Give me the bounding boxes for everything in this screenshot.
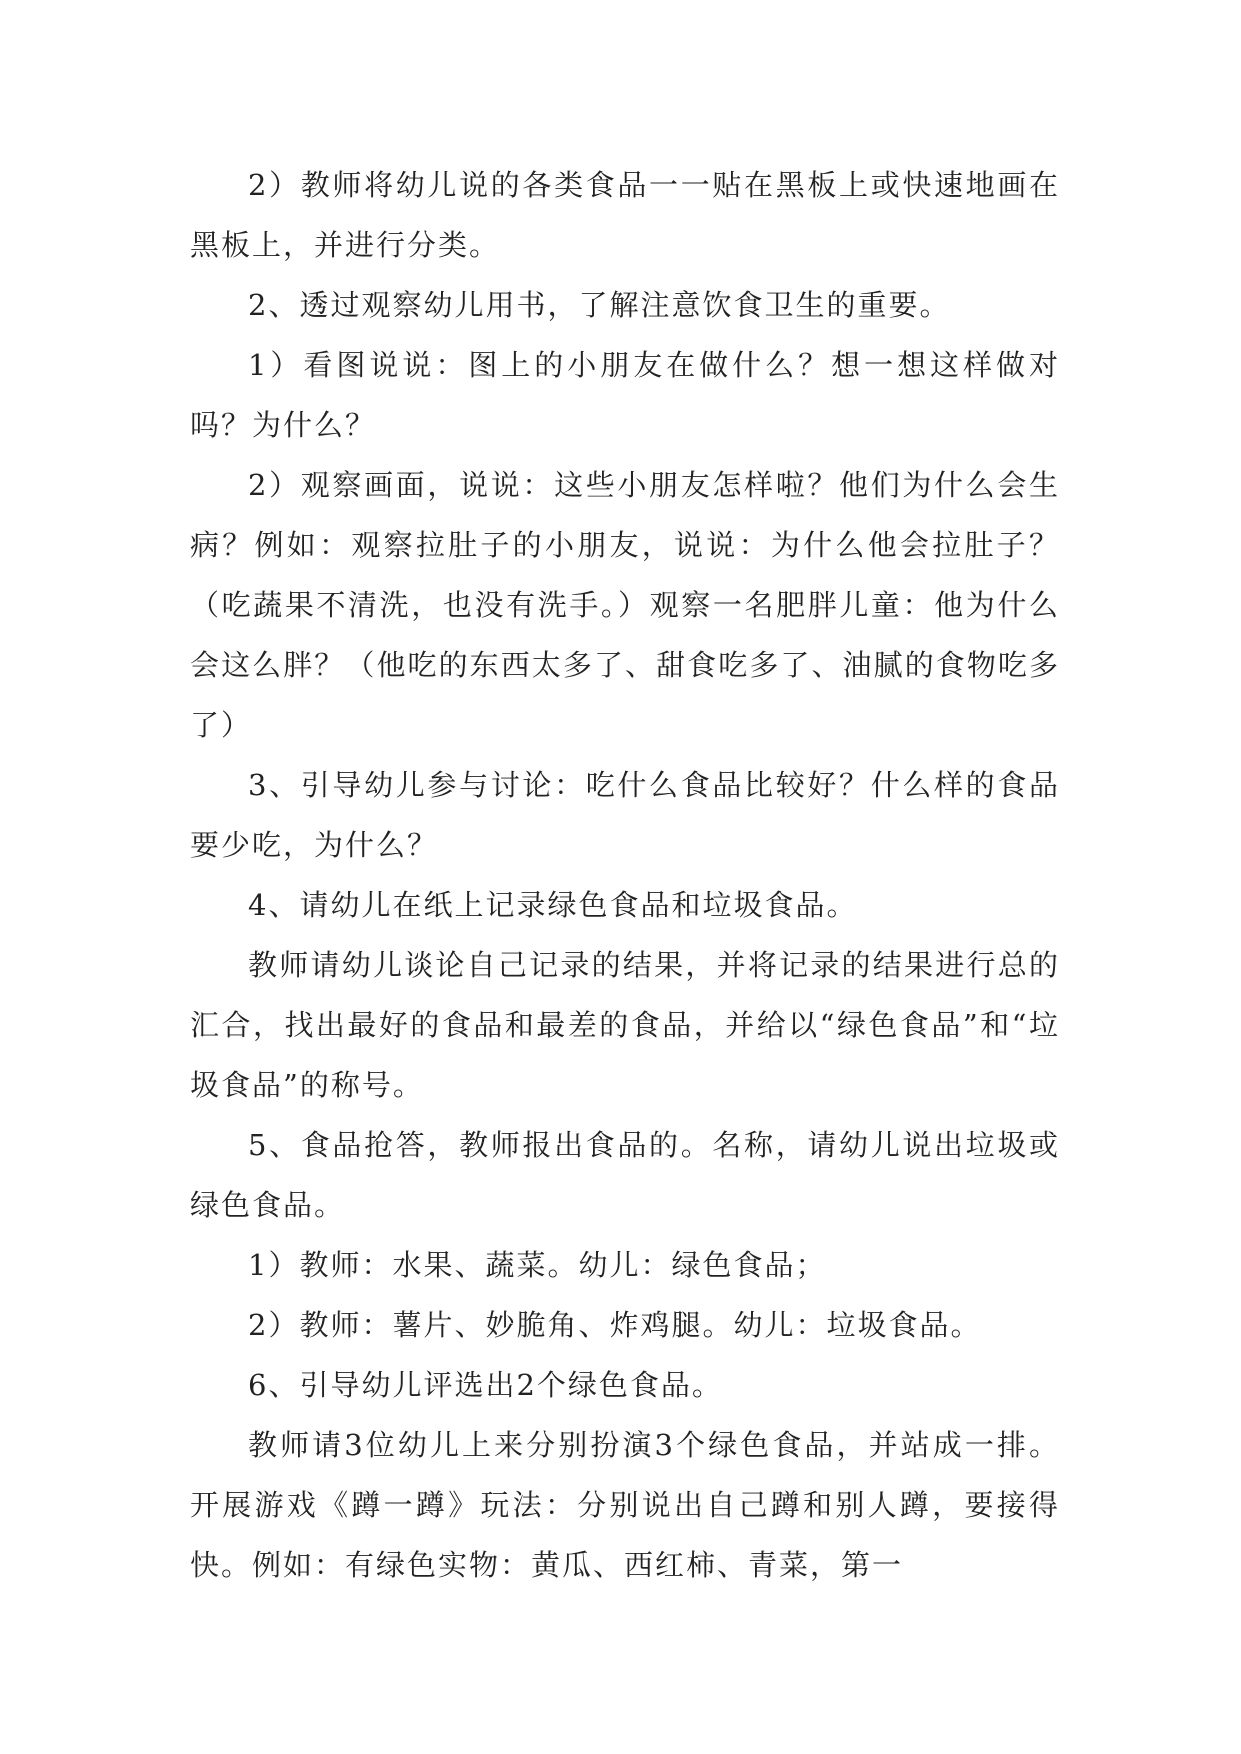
paragraph: 6、引导幼儿评选出2个绿色食品。 (248, 1368, 723, 1402)
paragraph: 教师请幼儿谈论自己记录的结果，并将记录的结果进行总的汇合，找出最好的食品和最差的食品，并给以“绿色食品”和“垃圾食品”的称号。 (190, 948, 1060, 1102)
paragraph: 1）看图说说：图上的小朋友在做什么？想一想这样做对吗？为什么？ (190, 348, 1060, 442)
paragraph: 2、透过观察幼儿用书，了解注意饮食卫生的重要。 (248, 288, 951, 322)
paragraph: 2）观察画面，说说：这些小朋友怎样啦？他们为什么会生病？例如：观察拉肚子的小朋友，说说：为什么他会拉肚子？（吃蔬果不清洗，也没有洗手。）观察一名肥胖儿童：他为什么会这么胖？（他吃的东西太多了、甜食吃多了、油腻的食物吃多了） (190, 468, 1060, 742)
paragraph: 2）教师：薯片、妙脆角、炸鸡腿。幼儿：垃圾食品。 (248, 1308, 982, 1342)
paragraph: 5、食品抢答，教师报出食品的。名称，请幼儿说出垃圾或绿色食品。 (190, 1128, 1060, 1222)
paragraph: 2）教师将幼儿说的各类食品一一贴在黑板上或快速地画在黑板上，并进行分类。 (190, 168, 1060, 262)
document-body (190, 155, 1060, 1595)
paragraph: 3、引导幼儿参与讨论：吃什么食品比较好？什么样的食品要少吃，为什么？ (190, 768, 1060, 862)
paragraph: 1）教师：水果、蔬菜。幼儿：绿色食品； (248, 1248, 827, 1282)
paragraph: 4、请幼儿在纸上记录绿色食品和垃圾食品。 (248, 888, 858, 922)
paragraph: 教师请3位幼儿上来分别扮演3个绿色食品，并站成一排。开展游戏《蹲一蹲》玩法：分别说出自己蹲和别人蹲，要接得快。例如：有绿色实物：黄瓜、西红柿、青菜，第一 (190, 1428, 1060, 1582)
